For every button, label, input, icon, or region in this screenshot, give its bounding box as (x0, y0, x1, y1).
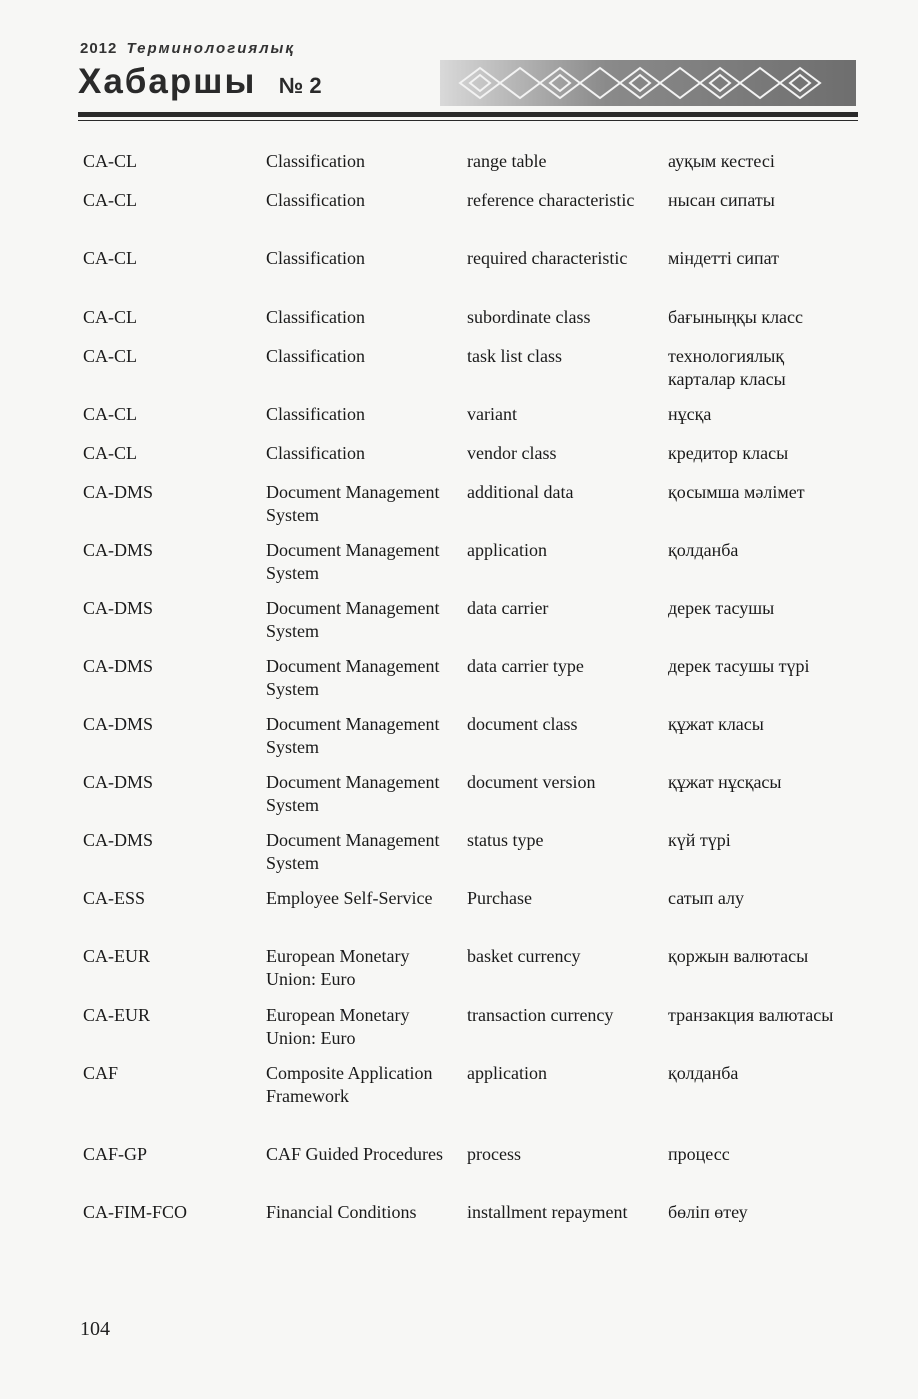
module-code-cell: CA-DMS (83, 656, 154, 676)
application-area-cell: Employee Self-Service (266, 888, 433, 908)
kazakh-term-cell: құжат класы (668, 714, 764, 734)
application-area-cell: CAF Guided Procedures (266, 1144, 443, 1164)
page-number: 104 (80, 1318, 110, 1340)
module-code-cell: CA-CL (83, 346, 137, 366)
module-code-cell: CA-CL (83, 404, 137, 424)
english-term-cell: transaction currency (467, 1005, 614, 1025)
kazakh-term-cell: қосымша мәлімет (668, 482, 805, 502)
application-area-cell: Classification (266, 151, 365, 171)
english-term-cell: subordinate class (467, 307, 591, 327)
application-area-cell: Document Management System (266, 656, 440, 699)
module-code-cell: CA-DMS (83, 714, 154, 734)
module-code-cell: CA-CL (83, 151, 137, 171)
module-code-cell: CA-CL (83, 248, 137, 268)
english-term-cell: installment repayment (467, 1202, 628, 1222)
application-area-cell: Classification (266, 190, 365, 210)
kazakh-term-cell: күй түрі (668, 830, 731, 850)
english-term-cell: reference characteristic (467, 190, 635, 210)
application-area-cell: Document Management System (266, 772, 440, 815)
module-code-cell: CA-CL (83, 443, 137, 463)
application-area-cell: European Monetary Union: Euro (266, 1005, 410, 1048)
issue-number: № 2 (278, 73, 322, 98)
application-area-cell: Composite Application Framework (266, 1063, 433, 1106)
english-term-cell: additional data (467, 482, 574, 502)
english-term-cell: basket currency (467, 946, 581, 966)
module-code-cell: CA-DMS (83, 598, 154, 618)
module-code-cell: CA-CL (83, 190, 137, 210)
module-code-cell: CA-FIM-FCO (83, 1202, 188, 1222)
application-area-cell: Classification (266, 443, 365, 463)
module-code-cell: CA-EUR (83, 946, 150, 966)
kazakh-term-cell: дерек тасушы түрі (668, 656, 810, 676)
english-term-cell: process (467, 1144, 521, 1164)
kazakh-term-cell: құжат нұсқасы (668, 772, 782, 792)
english-term-cell: application (467, 1063, 547, 1083)
kazakh-term-cell: кредитор класы (668, 443, 789, 463)
application-area-cell: Document Management System (266, 482, 440, 525)
kazakh-term-cell: қолданба (668, 1063, 739, 1083)
english-term-cell: data carrier (467, 598, 549, 618)
journal-title: Хабаршы (78, 62, 257, 101)
module-code-cell: CA-EUR (83, 1005, 150, 1025)
kazakh-term-cell: бағыныңқы класс (668, 307, 804, 327)
application-area-cell: Financial Conditions (266, 1202, 417, 1222)
header-rule-thin (78, 120, 858, 121)
english-term-cell: range table (467, 151, 547, 171)
journal-year-line (80, 40, 295, 57)
ornament-band-icon (440, 60, 856, 106)
application-area-cell: Document Management System (266, 830, 440, 873)
application-area-cell: European Monetary Union: Euro (266, 946, 410, 989)
module-code-cell: CA-DMS (83, 482, 154, 502)
application-area-cell: Classification (266, 346, 365, 366)
kazakh-term-cell: ауқым кестесі (668, 151, 775, 171)
english-term-cell: required characteristic (467, 248, 628, 268)
kazakh-term-cell: қоржын валютасы (668, 946, 809, 966)
module-code-cell: CAF (83, 1063, 119, 1083)
english-term-cell: variant (467, 404, 517, 424)
kazakh-term-cell: дерек тасушы (668, 598, 775, 618)
kazakh-term-cell: қолданба (668, 540, 739, 560)
module-code-cell: CA-DMS (83, 830, 154, 850)
application-area-cell: Document Management System (266, 714, 440, 757)
module-code-cell: CA-DMS (83, 540, 154, 560)
english-term-cell: Purchase (467, 888, 532, 908)
module-code-cell: CA-DMS (83, 772, 154, 792)
english-term-cell: status type (467, 830, 544, 850)
english-term-cell: document class (467, 714, 578, 734)
english-term-cell: data carrier type (467, 656, 584, 676)
kazakh-term-cell: нысан сипаты (668, 190, 775, 210)
application-area-cell: Classification (266, 404, 365, 424)
english-term-cell: vendor class (467, 443, 557, 463)
module-code-cell: CA-ESS (83, 888, 146, 908)
english-term-cell: application (467, 540, 547, 560)
journal-year: 2012 (80, 40, 118, 57)
application-area-cell: Classification (266, 307, 365, 327)
kazakh-term-cell: процесс (668, 1144, 730, 1164)
kazakh-term-cell: технологиялық карталар класы (668, 346, 786, 389)
english-term-cell: task list class (467, 346, 562, 366)
page-header (0, 0, 918, 130)
module-code-cell: CA-CL (83, 307, 137, 327)
kazakh-term-cell: сатып алу (668, 888, 744, 908)
application-area-cell: Document Management System (266, 598, 440, 641)
kazakh-term-cell: міндетті сипат (668, 248, 780, 268)
journal-title-line (78, 62, 322, 102)
kazakh-term-cell: нұсқа (668, 404, 712, 424)
kazakh-term-cell: транзакция валютасы (668, 1005, 834, 1025)
english-term-cell: document version (467, 772, 596, 792)
kazakh-term-cell: бөліп өтеу (668, 1202, 748, 1222)
application-area-cell: Classification (266, 248, 365, 268)
module-code-cell: CAF-GP (83, 1144, 148, 1164)
header-rule-thick (78, 112, 858, 117)
application-area-cell: Document Management System (266, 540, 440, 583)
journal-subtitle: Терминологиялық (126, 40, 295, 57)
